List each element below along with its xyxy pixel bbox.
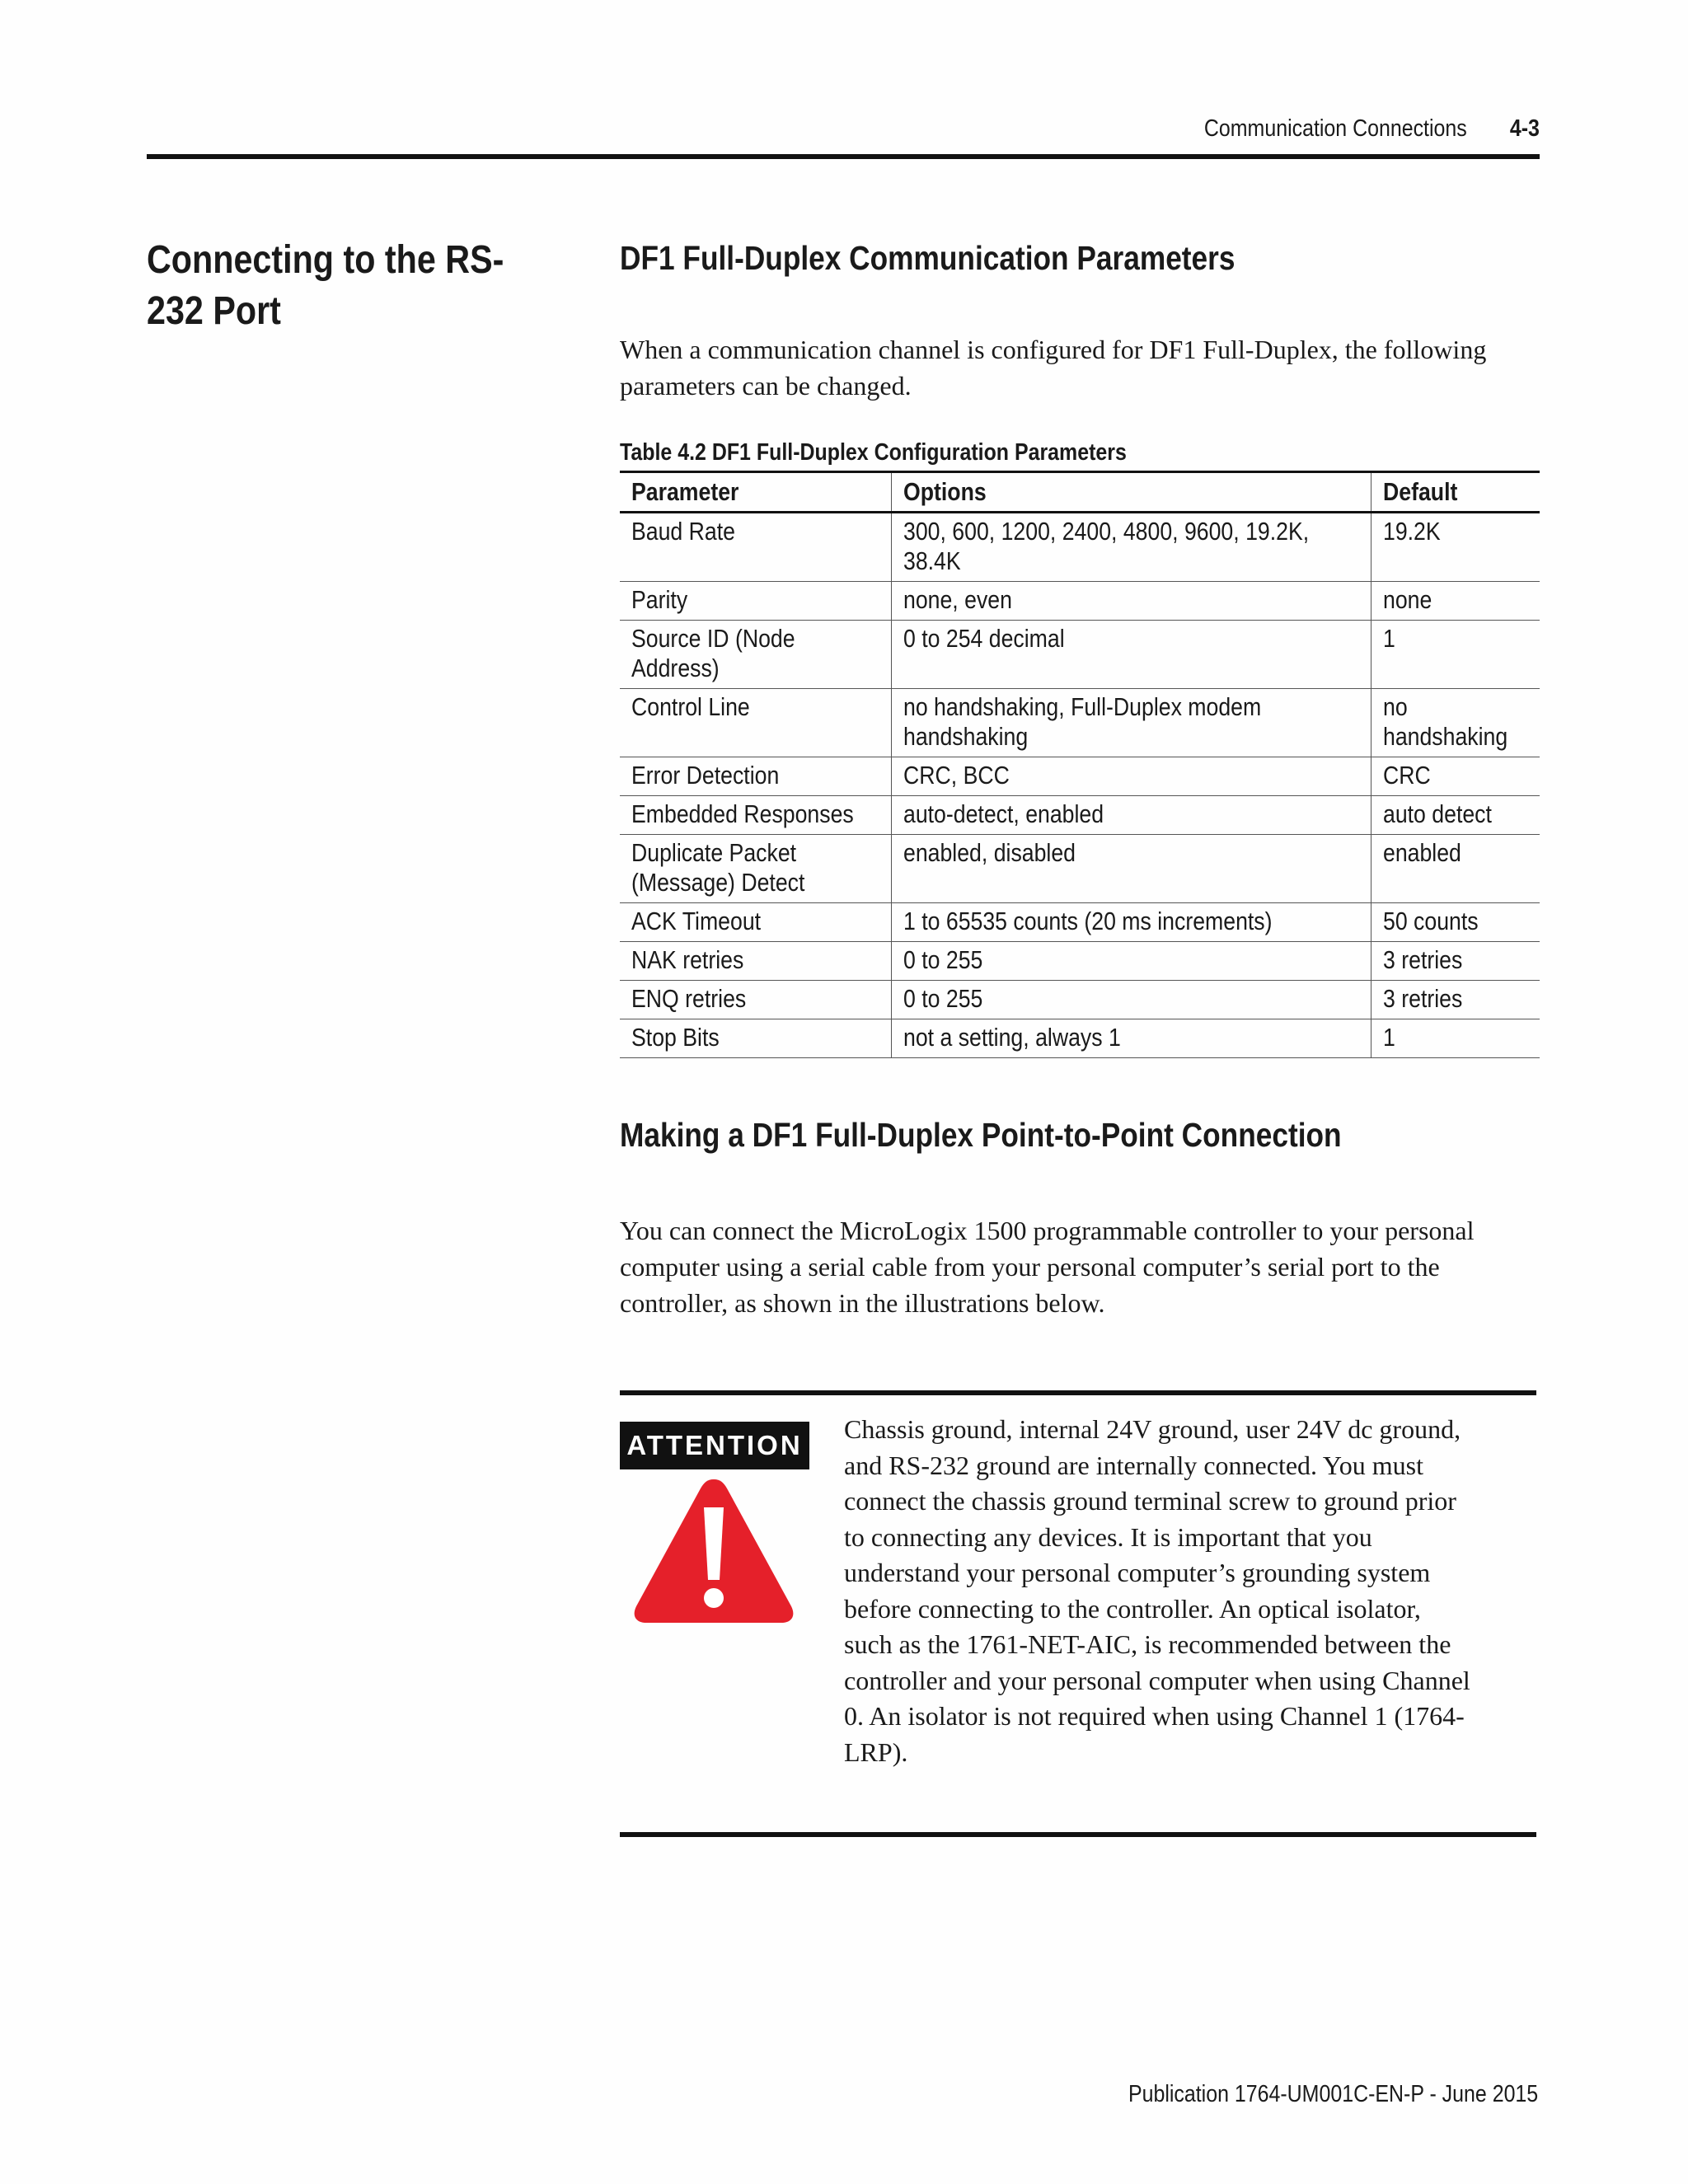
table-row bbox=[620, 903, 1540, 942]
cell-parameter: Embedded Responses bbox=[620, 796, 891, 835]
cell-parameter: Control Line bbox=[620, 689, 891, 757]
cell-default: auto detect bbox=[1372, 796, 1540, 835]
table-row bbox=[620, 835, 1540, 903]
cell-default: 50 counts bbox=[1372, 903, 1540, 942]
cell-options: 0 to 255 bbox=[891, 981, 1371, 1019]
cell-options: not a setting, always 1 bbox=[891, 1019, 1371, 1058]
cell-default: enabled bbox=[1372, 835, 1540, 903]
cell-default: 19.2K bbox=[1372, 513, 1540, 582]
header-page-number: 4-3 bbox=[1509, 115, 1540, 142]
cell-parameter: ACK Timeout bbox=[620, 903, 891, 942]
cell-parameter: NAK retries bbox=[620, 942, 891, 981]
cell-options: none, even bbox=[891, 582, 1371, 621]
table-row bbox=[620, 513, 1540, 582]
cell-parameter: Baud Rate bbox=[620, 513, 891, 582]
cell-default: none bbox=[1372, 582, 1540, 621]
attention-box bbox=[620, 1390, 1536, 1837]
cell-default: no handshaking bbox=[1372, 689, 1540, 757]
table-row bbox=[620, 582, 1540, 621]
section-title-parameters: DF1 Full-Duplex Communication Parameters bbox=[620, 239, 1236, 277]
page-header bbox=[147, 115, 1540, 162]
cell-options: auto-detect, enabled bbox=[891, 796, 1371, 835]
column-header-default: Default bbox=[1372, 472, 1540, 513]
cell-options: enabled, disabled bbox=[891, 835, 1371, 903]
table-row bbox=[620, 1019, 1540, 1058]
cell-options: CRC, BCC bbox=[891, 757, 1371, 796]
section-intro-parameters: When a communication channel is configured for DF1 Full-Duplex, the following parameters can be changed. bbox=[620, 335, 1487, 401]
table-row bbox=[620, 942, 1540, 981]
table-row bbox=[620, 796, 1540, 835]
cell-options: 0 to 255 bbox=[891, 942, 1371, 981]
table-row bbox=[620, 689, 1540, 757]
table-caption: Table 4.2 DF1 Full-Duplex Configuration Parameters bbox=[620, 439, 1127, 466]
page-footer: Publication 1764-UM001C-EN-P - June 2015 bbox=[1128, 2081, 1538, 2107]
cell-default: CRC bbox=[1372, 757, 1540, 796]
cell-parameter: ENQ retries bbox=[620, 981, 891, 1019]
cell-default: 3 retries bbox=[1372, 981, 1540, 1019]
column-header-options: Options bbox=[891, 472, 1371, 513]
cell-default: 1 bbox=[1372, 1019, 1540, 1058]
cell-parameter: Stop Bits bbox=[620, 1019, 891, 1058]
table-header-row bbox=[620, 472, 1540, 513]
section-title-connection: Making a DF1 Full-Duplex Point-to-Point Connection bbox=[620, 1116, 1342, 1154]
table-row bbox=[620, 981, 1540, 1019]
cell-options: 300, 600, 1200, 2400, 4800, 9600, 19.2K, 38.4K bbox=[891, 513, 1371, 582]
attention-text: Chassis ground, internal 24V ground, user 24V dc ground, and RS-232 ground are internally connected. You must connect the chassis ground terminal screw to ground prior to connecting any devices. It is important that you understand your personal computer’s grounding system before connecting to the controller. An optical isolator, such as the 1761-NET-AIC, is recommended between the controller and your personal computer when using Channel 0. An isolator is not required when using Channel 1 (1764-LRP). bbox=[844, 1414, 1470, 1767]
cell-parameter: Error Detection bbox=[620, 757, 891, 796]
cell-default: 1 bbox=[1372, 621, 1540, 689]
attention-label: ATTENTION bbox=[620, 1422, 809, 1469]
table-row bbox=[620, 757, 1540, 796]
exclamation-dot bbox=[704, 1588, 724, 1608]
cell-parameter: Parity bbox=[620, 582, 891, 621]
cell-parameter: Duplicate Packet (Message) Detect bbox=[620, 835, 891, 903]
side-heading: Connecting to the RS-232 Port bbox=[147, 238, 504, 333]
table-body bbox=[620, 513, 1540, 1058]
parameters-table bbox=[620, 471, 1540, 1058]
warning-icon bbox=[631, 1474, 796, 1626]
table-row bbox=[620, 621, 1540, 689]
cell-options: no handshaking, Full-Duplex modem handshaking bbox=[891, 689, 1371, 757]
column-header-parameter: Parameter bbox=[620, 472, 891, 513]
header-section-title: Communication Connections bbox=[1204, 115, 1467, 142]
cell-default: 3 retries bbox=[1372, 942, 1540, 981]
header-rule bbox=[147, 154, 1540, 159]
section-intro-connection: You can connect the MicroLogix 1500 programmable controller to your personal computer using a serial cable from your personal computer’s serial port to the controller, as shown in the illustrations below. bbox=[620, 1216, 1475, 1318]
cell-options: 1 to 65535 counts (20 ms increments) bbox=[891, 903, 1371, 942]
cell-options: 0 to 254 decimal bbox=[891, 621, 1371, 689]
cell-parameter: Source ID (Node Address) bbox=[620, 621, 891, 689]
